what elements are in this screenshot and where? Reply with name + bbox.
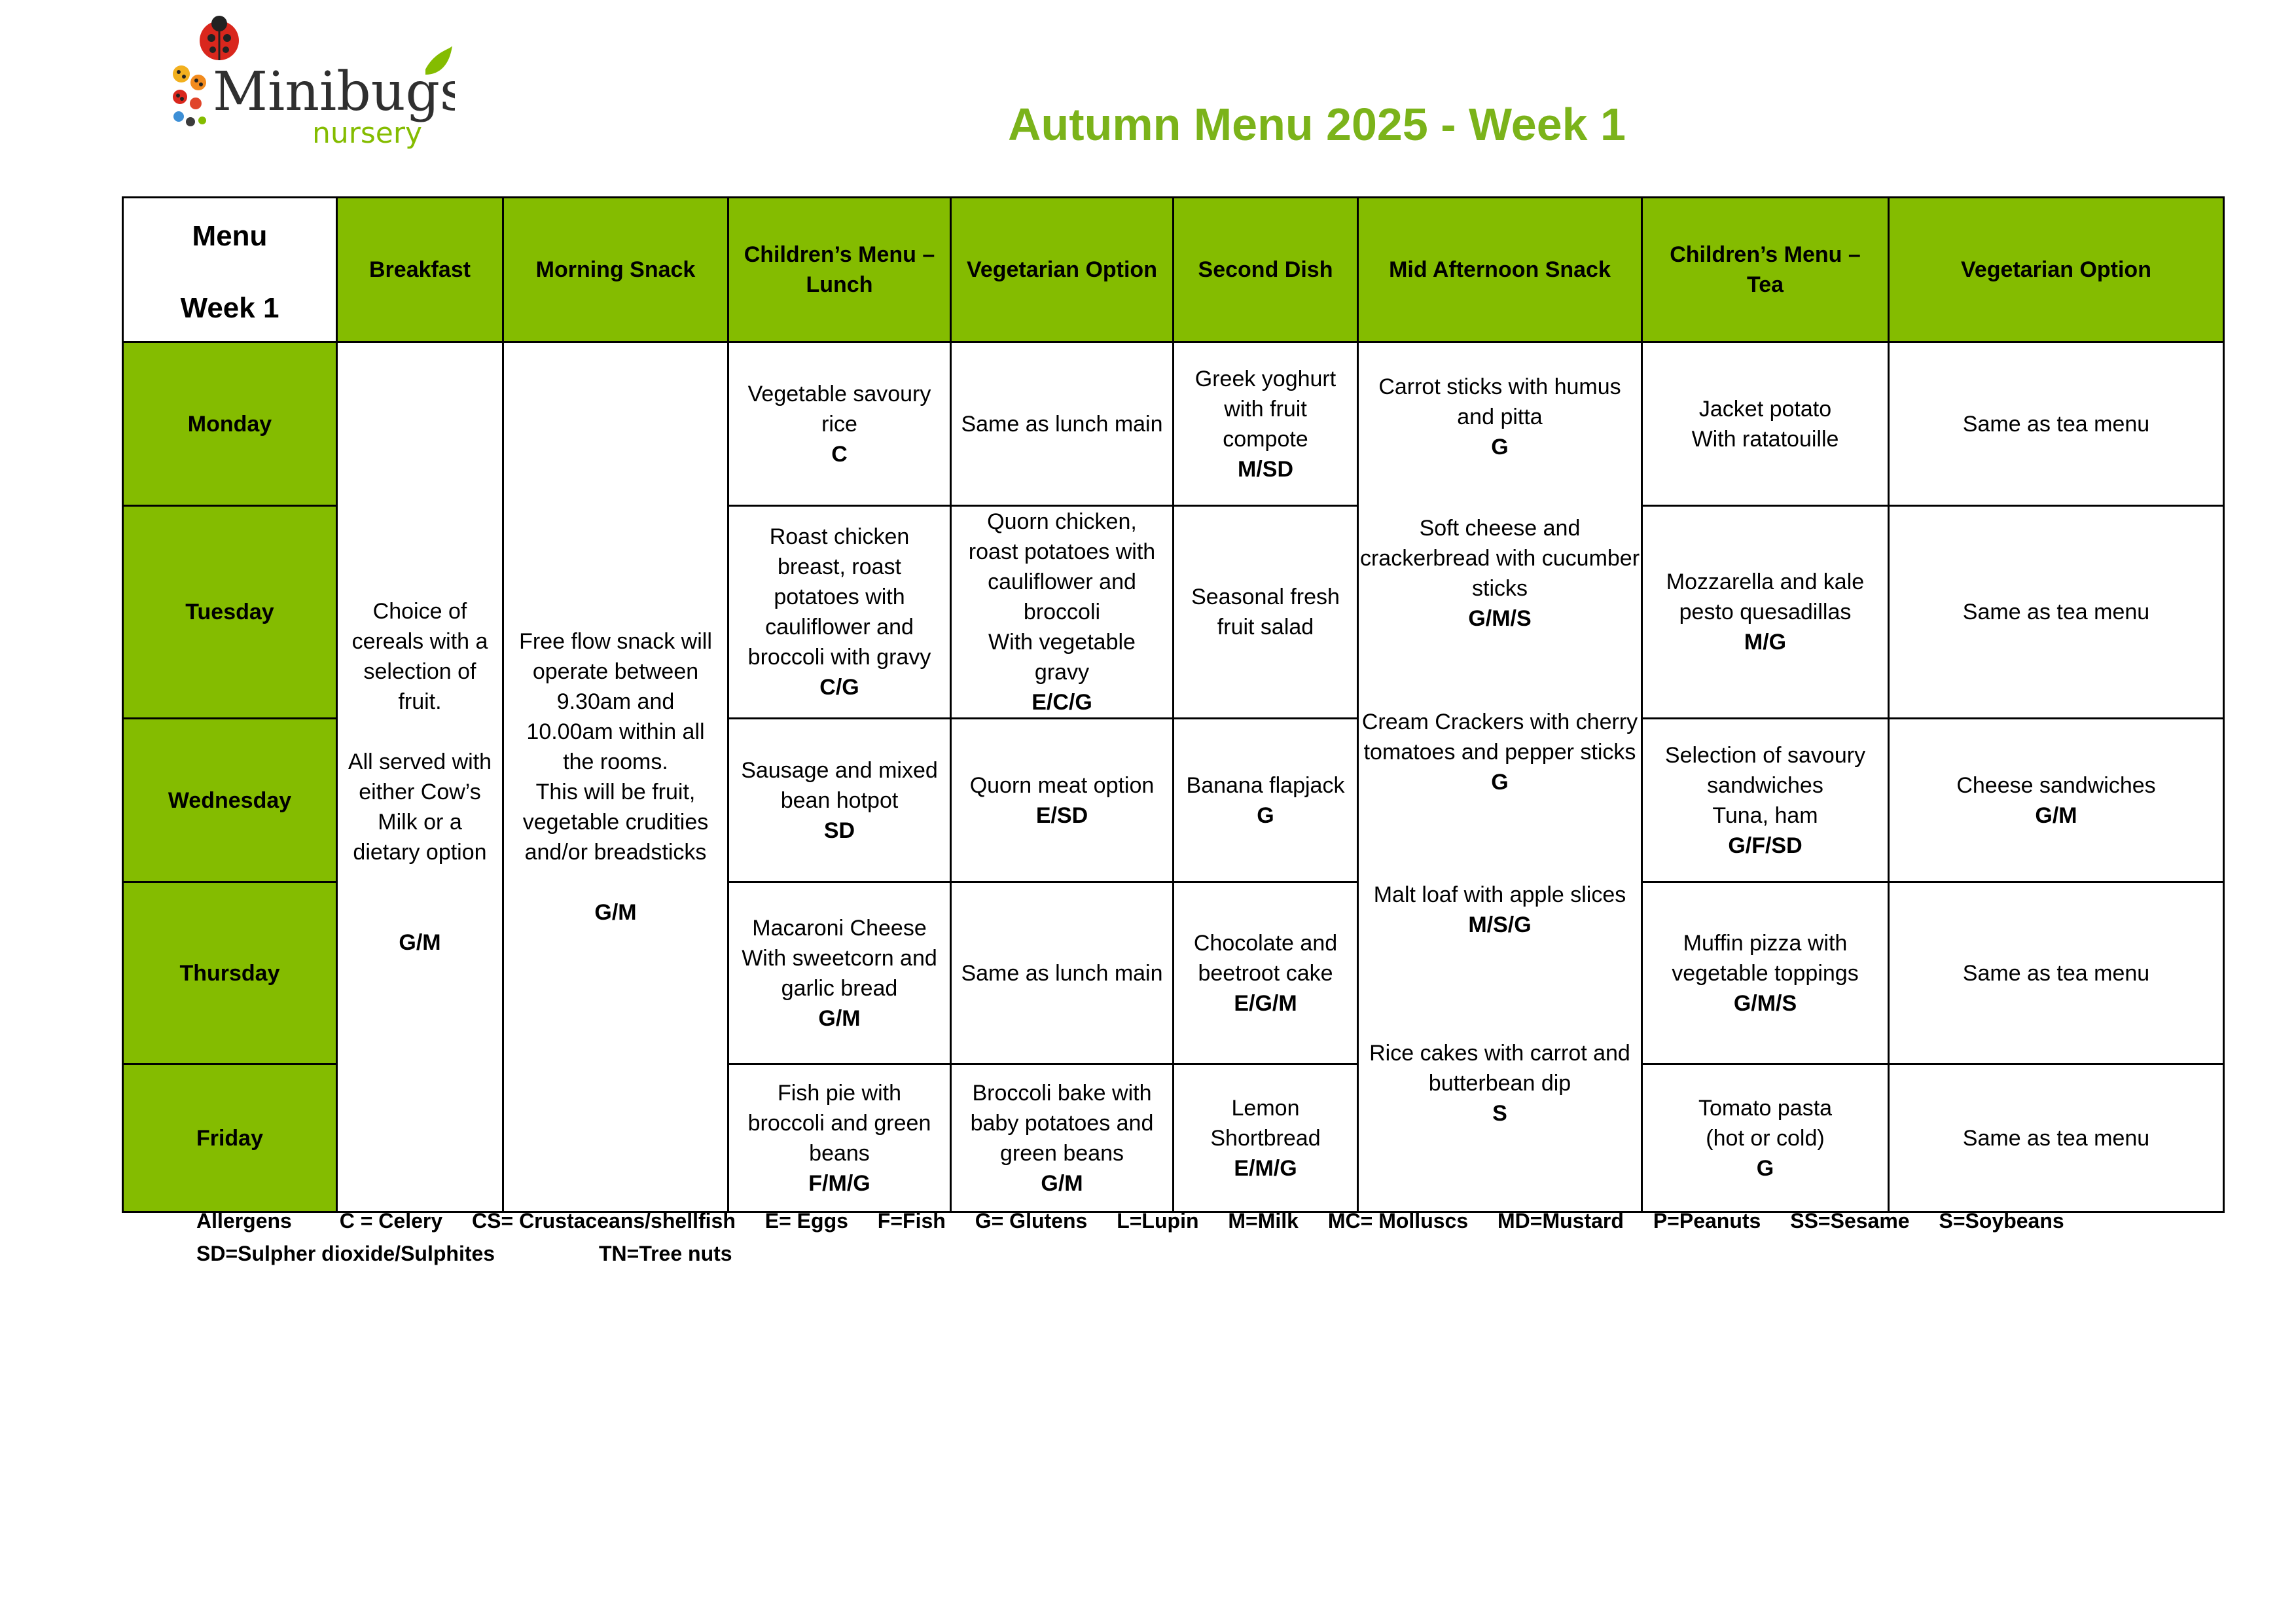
dish-text: Roast chicken breast, roast potatoes with cauliflower and broccoli with gravy: [747, 524, 931, 670]
breakfast-text-1: Choice of cereals with a selection of fruit.: [351, 599, 488, 714]
table-row: [123, 342, 2224, 506]
dish-text-2: Shortbread: [1210, 1125, 1321, 1151]
dish-allergens: SD: [823, 818, 855, 843]
tuesday-veg-lunch: [951, 506, 1174, 719]
dish-text: Greek yoghurt with fruit compote: [1194, 366, 1336, 452]
allergen-item: L=Lupin: [1117, 1209, 1199, 1233]
dish-text-2: With ratatouille: [1691, 426, 1839, 452]
dish-text: Sausage and mixed bean hotpot: [741, 757, 938, 813]
dish-allergens: G: [1491, 435, 1509, 460]
dish-text: Broccoli bake with baby potatoes and green beans: [970, 1080, 1154, 1166]
morning-snack-allergens: G/M: [594, 900, 637, 925]
dish-text: Same as tea menu: [1962, 960, 2150, 986]
col-header-tea: Children’s Menu – Tea: [1642, 198, 1889, 342]
dish-text-2: (hot or cold): [1706, 1125, 1825, 1151]
dish-text: Same as tea menu: [1962, 600, 2150, 624]
ladybug-logo-graphic: [167, 12, 455, 153]
monday-second-dish: [1174, 342, 1358, 506]
allergen-item: TN=Tree nuts: [598, 1242, 732, 1265]
allergen-item: C = Celery: [339, 1209, 443, 1233]
dish-text-1: Tomato pasta: [1698, 1095, 1833, 1121]
thursday-lunch: [728, 882, 951, 1064]
dish-text: Rice cakes with carrot and butterbean dip: [1369, 1041, 1630, 1096]
allergen-item: SS=Sesame: [1790, 1209, 1910, 1233]
dish-text-1: Jacket potato: [1698, 396, 1832, 422]
dish-allergens: C/G: [819, 675, 859, 700]
allergens-key: [196, 1204, 2225, 1270]
wednesday-veg-tea: [1889, 719, 2224, 882]
allergens-row-2: [196, 1237, 2225, 1270]
col-header-veg-lunch: Vegetarian Option: [951, 198, 1174, 342]
allergen-item: M=Milk: [1228, 1209, 1299, 1233]
col-header-breakfast: Breakfast: [337, 198, 503, 342]
dish-allergens: G/M/S: [1468, 606, 1532, 631]
dish-text: Cream Crackers with cherry tomatoes and pepper sticks: [1361, 710, 1638, 765]
col-header-lunch: Children’s Menu – Lunch: [728, 198, 951, 342]
dish-text: Malt loaf with apple slices: [1373, 882, 1626, 907]
col-header-second-dish: Second Dish: [1174, 198, 1358, 342]
dish-text: Muffin pizza with vegetable toppings: [1672, 930, 1859, 986]
allergen-item: MD=Mustard: [1498, 1209, 1624, 1233]
dish-text: Quorn meat option: [969, 772, 1155, 798]
menu-table: [122, 196, 2225, 1213]
allergen-item: MC= Molluscs: [1327, 1209, 1469, 1233]
monday-veg-lunch: [951, 342, 1174, 506]
mid-afternoon-cell: [1358, 342, 1642, 1212]
breakfast-text-2: All served with either Cow’s Milk or a dietary option: [348, 749, 492, 865]
allergens-label: Allergens: [196, 1209, 292, 1233]
morning-snack-text-2: This will be fruit, vegetable crudities and/or breadsticks: [522, 780, 709, 865]
thursday-veg-lunch: [951, 882, 1174, 1064]
allergen-item: S=Soybeans: [1939, 1209, 2064, 1233]
wednesday-second-dish: [1174, 719, 1358, 882]
monday-lunch: [728, 342, 951, 506]
friday-tea: [1642, 1064, 1889, 1212]
tuesday-tea: [1642, 506, 1889, 719]
allergen-item: G= Glutens: [975, 1209, 1088, 1233]
dish-text: Mozzarella and kale pesto quesadillas: [1666, 569, 1865, 624]
dish-allergens: G/M/S: [1733, 990, 1797, 1016]
tuesday-lunch: [728, 506, 951, 719]
dish-allergens: G/M: [2035, 803, 2077, 828]
allergen-item: E= Eggs: [764, 1209, 848, 1233]
friday-veg-lunch: [951, 1064, 1174, 1212]
thursday-mid: [1359, 820, 1641, 991]
dish-text: Banana flapjack: [1186, 772, 1345, 798]
dish-allergens: E/M/G: [1234, 1155, 1297, 1181]
day-friday: Friday: [123, 1064, 337, 1212]
wednesday-lunch: [728, 719, 951, 882]
col-header-veg-tea: Vegetarian Option: [1889, 198, 2224, 342]
allergens-row-1: [196, 1204, 2225, 1237]
dish-allergens: G: [1257, 803, 1274, 828]
friday-lunch: [728, 1064, 951, 1212]
dish-text: Carrot sticks with humus and pitta: [1378, 374, 1621, 429]
allergen-item: F=Fish: [877, 1209, 946, 1233]
dish-text-1: Macaroni Cheese: [752, 915, 927, 941]
thursday-veg-tea: [1889, 882, 2224, 1064]
ladybug-icon: [200, 16, 239, 60]
corner-cell: [123, 198, 337, 342]
dish-allergens: G/F/SD: [1728, 833, 1803, 858]
friday-veg-tea: [1889, 1064, 2224, 1212]
dish-allergens: M/S/G: [1468, 912, 1532, 937]
dish-text: Same as lunch main: [961, 411, 1163, 437]
breakfast-cell: [337, 342, 503, 1212]
nursery-logo: [167, 12, 455, 153]
dish-allergens: G/M: [818, 1005, 861, 1031]
thursday-tea: [1642, 882, 1889, 1064]
dish-text-2: With vegetable gravy: [988, 630, 1136, 685]
monday-veg-tea: [1889, 342, 2224, 506]
dish-text-1: Lemon: [1231, 1095, 1300, 1121]
dish-allergens: F/M/G: [808, 1170, 870, 1196]
dish-text-2: Tuna, ham: [1712, 803, 1818, 828]
dish-text: Same as tea menu: [1962, 1125, 2150, 1151]
corner-week-label: Week 1: [180, 292, 279, 324]
tuesday-second-dish: [1174, 506, 1358, 719]
logo-brand-text: Minibugs: [213, 61, 455, 123]
allergen-item: SD=Sulpher dioxide/Sulphites: [196, 1242, 495, 1265]
dish-text: Seasonal fresh fruit salad: [1191, 585, 1340, 640]
monday-tea: [1642, 342, 1889, 506]
dish-allergens: M/G: [1744, 630, 1787, 655]
dish-text: Cheese sandwiches: [1956, 772, 2156, 798]
allergen-item: CS= Crustaceans/shellfish: [472, 1209, 736, 1233]
tuesday-mid: [1359, 448, 1641, 651]
day-monday: Monday: [123, 342, 337, 506]
day-thursday: Thursday: [123, 882, 337, 1064]
corner-menu-label: Menu: [192, 220, 268, 252]
dish-text-2: With sweetcorn and garlic bread: [742, 945, 937, 1001]
breakfast-allergens: G/M: [399, 930, 441, 955]
monday-mid: [1359, 343, 1641, 460]
dish-allergens: G: [1756, 1155, 1774, 1181]
wednesday-veg-lunch: [951, 719, 1174, 882]
wednesday-mid: [1359, 651, 1641, 820]
page-title: Autumn Menu 2025 - Week 1: [1008, 99, 1626, 150]
dish-allergens: G/M: [1041, 1170, 1083, 1196]
dish-text: Vegetable savoury rice: [747, 381, 931, 437]
col-header-mid-afternoon: Mid Afternoon Snack: [1358, 198, 1642, 342]
dish-text-1: Quorn chicken, roast potatoes with cauliflower and broccoli: [968, 509, 1156, 624]
dish-allergens: E/SD: [1035, 803, 1088, 828]
col-header-morning-snack: Morning Snack: [503, 198, 728, 342]
dish-text: Same as tea menu: [1962, 411, 2150, 437]
tuesday-veg-tea: [1889, 506, 2224, 719]
allergen-item: P=Peanuts: [1653, 1209, 1761, 1233]
dish-allergens: G: [1491, 770, 1509, 795]
dish-text: Same as lunch main: [961, 960, 1163, 986]
day-wednesday: Wednesday: [123, 719, 337, 882]
friday-mid: [1359, 991, 1641, 1135]
dish-allergens: C: [831, 441, 848, 467]
dish-text-1: Selection of savoury sandwiches: [1664, 742, 1866, 798]
logo-sub-text: nursery: [312, 117, 422, 150]
friday-second-dish: [1174, 1064, 1358, 1212]
day-tuesday: Tuesday: [123, 506, 337, 719]
morning-snack-cell: [503, 342, 728, 1212]
dish-text: Soft cheese and crackerbread with cucumber sticks: [1359, 516, 1640, 601]
dish-allergens: E/C/G: [1031, 690, 1092, 715]
dish-allergens: M/SD: [1238, 456, 1293, 482]
small-bugs-icon: [173, 65, 206, 126]
dish-text: Fish pie with broccoli and green beans: [747, 1080, 931, 1166]
header-row: [123, 198, 2224, 342]
dish-text: Chocolate and beetroot cake: [1193, 930, 1338, 986]
thursday-second-dish: [1174, 882, 1358, 1064]
wednesday-tea: [1642, 719, 1889, 882]
dish-allergens: S: [1492, 1101, 1507, 1126]
dish-allergens: E/G/M: [1234, 990, 1297, 1016]
morning-snack-text-1: Free flow snack will operate between 9.30am and 10.00am within all the rooms.: [519, 629, 712, 774]
